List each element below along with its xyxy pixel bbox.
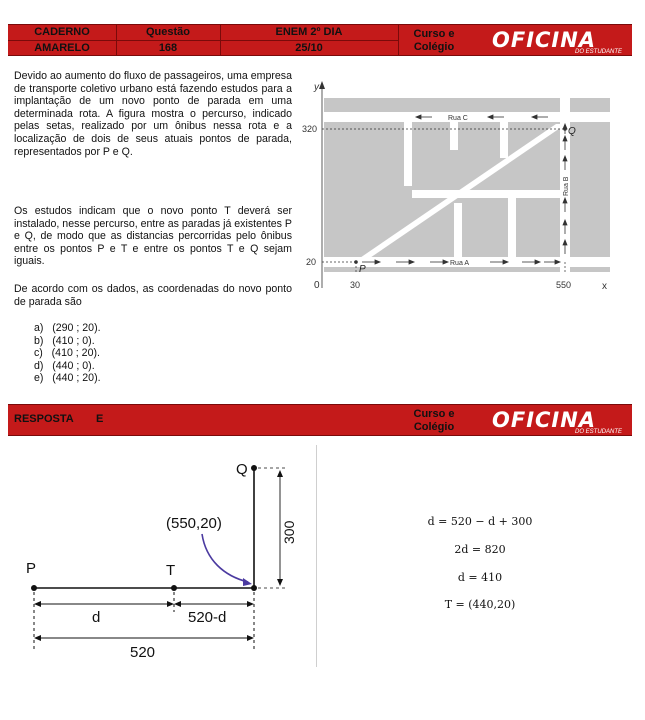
route-map-figure: [300, 78, 630, 300]
x-axis-label: x: [602, 281, 607, 292]
option-c[interactable]: c) (410 ; 20).: [34, 347, 100, 359]
point-p-label: P: [26, 560, 37, 577]
point-p-marker: [31, 585, 37, 591]
x-tick-550: 550: [556, 280, 572, 290]
logo-subtitle: DO ESTUDANTE: [574, 49, 622, 55]
y-axis-label: y: [314, 82, 319, 93]
header-row-divider: [8, 40, 398, 41]
option-e[interactable]: e) (440 ; 20).: [34, 372, 101, 384]
equation-1: d = 520 − d + 300: [427, 515, 533, 528]
curso-line2: Colégio: [413, 41, 455, 53]
dia-label: ENEM 2º DIA: [275, 26, 343, 38]
equation-2: 2d = 820: [454, 543, 506, 556]
equation-4: T = (440,20): [444, 598, 516, 611]
rua-a-label: Rua A: [450, 260, 470, 267]
point-t-marker: [171, 585, 177, 591]
dimension-total-label: 520: [130, 644, 156, 661]
questao-label: Questão: [145, 26, 190, 38]
oficina-logo: [486, 28, 626, 54]
logo-text: OFICINA: [492, 408, 597, 432]
answer-options: [34, 322, 101, 385]
y-tick-20: 20: [306, 257, 317, 267]
y-axis-arrow-icon: [319, 81, 325, 89]
rua-b-label: Rua B: [563, 176, 570, 196]
street-vertical: [404, 122, 412, 186]
dimension-arrow-icon: [277, 470, 283, 477]
point-q-label: Q: [568, 126, 576, 137]
section-divider: [316, 445, 317, 667]
logo-subtitle: DO ESTUDANTE: [574, 429, 622, 435]
point-p-marker: [354, 260, 358, 264]
y-tick-320: 320: [302, 124, 318, 134]
question-paragraph-1: Devido ao aumento do fluxo de passageiros, uma empresa de transporte coletivo urbano está fazendo estudos para a implantação de um novo ponto de parada em uma determinada rota. A figura mostra o percurso, indicado pelas setas, realizado por um ônibus nessa rota e a localização de dois de seus atuais pontos de parada, representados por P e Q.: [14, 70, 292, 158]
dimension-arrow-icon: [34, 601, 41, 607]
option-b[interactable]: b) (410 ; 0).: [34, 334, 95, 347]
point-q-label: Q: [236, 461, 248, 478]
point-q-marker: [563, 127, 567, 131]
dimension-arrow-icon: [247, 601, 254, 607]
street-horizontal: [412, 190, 560, 198]
pointer-arrow-icon: [243, 578, 252, 586]
dia-value: 25/10: [295, 42, 323, 54]
street-vertical: [450, 122, 458, 150]
x-tick-30: 30: [350, 280, 361, 290]
dimension-300-label: 300: [281, 520, 297, 544]
street-vertical: [454, 203, 462, 257]
point-t-label: T: [166, 562, 176, 579]
question-paragraph-2: Os estudos indicam que o novo ponto T deverá ser instalado, nesse percurso, entre as paradas já existentes P e Q, de modo que as distancias percorridas pelo ônibus entre os pontos P e T e entre os pontos T e Q sejam iguais.: [14, 205, 292, 268]
coordinate-label: (550,20): [166, 515, 222, 532]
dimension-rest-label: 520-d: [188, 609, 227, 626]
dimension-arrow-icon: [174, 601, 181, 607]
dimension-arrow-icon: [167, 601, 174, 607]
answer-value: E: [96, 413, 104, 425]
street-vertical: [508, 190, 516, 257]
option-d[interactable]: d) (440 ; 0).: [34, 359, 95, 372]
question-paragraph-3: De acordo com os dados, as coordenadas do novo ponto de parada são: [14, 283, 292, 308]
logo-text: OFICINA: [492, 28, 597, 52]
curso-line1: Curso e: [413, 28, 455, 40]
caderno-value: AMARELO: [34, 42, 90, 54]
point-q-marker: [251, 465, 257, 471]
origin-label: 0: [314, 280, 320, 291]
curso-line1: Curso e: [413, 408, 455, 420]
answer-label: RESPOSTA: [14, 413, 74, 425]
header-bar: [8, 24, 632, 56]
answer-bar: [8, 404, 632, 436]
point-p-label: P: [359, 264, 366, 275]
option-a[interactable]: a) (290 ; 20).: [34, 322, 101, 334]
questao-value: 168: [158, 42, 178, 54]
dimension-arrow-icon: [277, 579, 283, 586]
equation-3: d = 410: [457, 571, 503, 584]
pointer-arrow-line: [202, 534, 248, 582]
dimension-arrow-icon: [247, 635, 254, 641]
street-vertical: [500, 122, 508, 158]
curso-line2: Colégio: [413, 421, 455, 433]
caderno-label: CADERNO: [34, 26, 90, 38]
rua-c-label: Rua C: [448, 115, 468, 122]
dimension-d-label: d: [92, 609, 101, 626]
header-col-divider: [398, 25, 399, 56]
dimension-arrow-icon: [34, 635, 41, 641]
solution-diagram: [14, 452, 310, 667]
oficina-logo: [486, 408, 626, 434]
